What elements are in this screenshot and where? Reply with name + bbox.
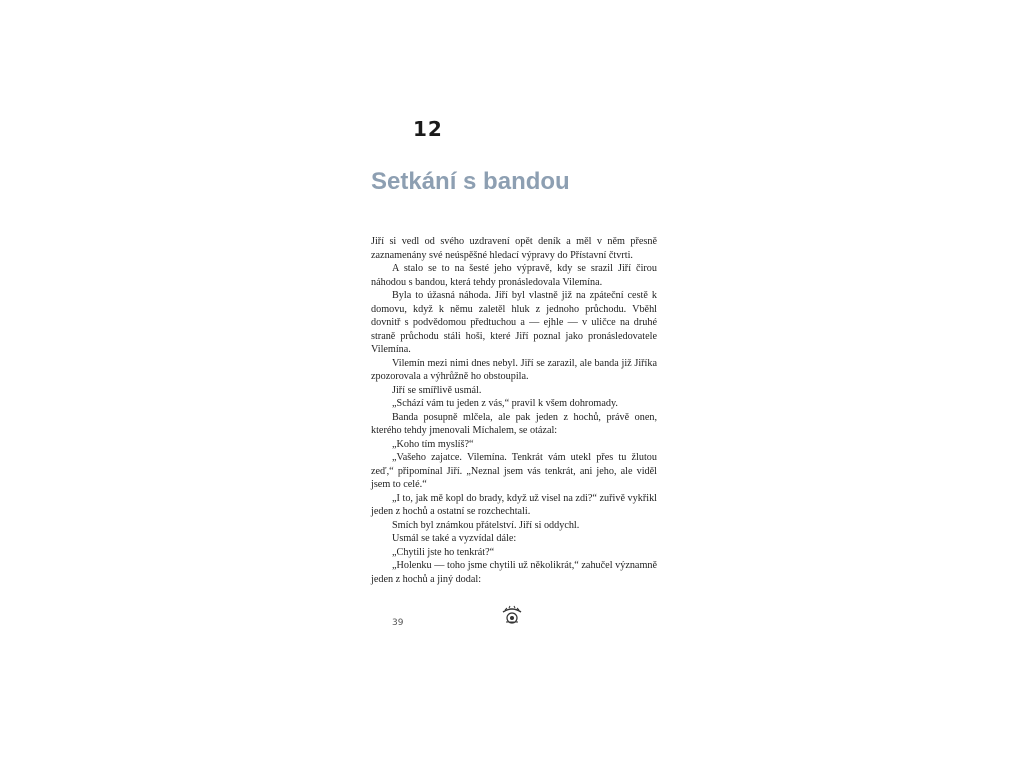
paragraph: Byla to úžasná náhoda. Jiří byl vlastně již na zpáteční cestě k domovu, když k němu zaletěl hluk z jednoho průchodu. Vběhl dovnitř s podvědomou předtuchou a — ejhle — v uličce na druhé straně průchodu stáli hoši, které Jiří poznal jako pronásledovatele Vilemína. [371,290,657,355]
page-number: 39 [392,618,404,628]
paragraph: Usmál se také a vyzvídal dále: [392,533,517,544]
chapter-number: 12 [413,117,443,141]
publisher-logo-icon [500,604,524,626]
paragraph: „Chytili jste ho tenkrát?“ [392,546,495,558]
paragraph: Vilemín mezi nimi dnes nebyl. Jiří se zarazil, ale banda již Jiříka zpozorovala a výhrůžně ho obstoupila. [371,357,657,382]
paragraph: „Schází vám tu jeden z vás,“ pravil k všem dohromady. [392,398,618,409]
paragraph: Jiří se smířlivě usmál. [392,384,482,396]
paragraph: „Vašeho zajatce. Vilemína. Tenkrát vám utekl přes tu žlutou zeď,“ připomínal Jiří. „Neznal jsem vás tenkrát, ani jeho, ale viděl jsem to celé.“ [371,452,657,490]
paragraph: „I to, jak mě kopl do brady, když už visel na zdi?“ zuřivě vykřikl jeden z hochů a ostatní se rozchechtali. [371,492,657,517]
paragraph: Banda posupně mlčela, ale pak jeden z hochů, právě onen, kterého tehdy jmenovali Míchalem, se otázal: [371,411,657,436]
paragraph: „Holenku — toho jsme chytili už několikrát,“ zahučel významně jeden z hochů a jiný dodal: [371,560,657,585]
paragraph: A stalo se to na šesté jeho výpravě, kdy se srazil Jiří čirou náhodou s bandou, která tehdy pronásledovala Vilemína. [371,263,657,288]
paragraph: Smích byl známkou přátelství. Jiří si oddychl. [392,519,580,531]
paragraph: Jiří si vedl od svého uzdravení opět deník a měl v něm přesně zaznamenány své neúspěšné hledací výpravy do Přístavní čtvrti. [371,236,657,261]
paragraph: „Koho tím myslíš?“ [392,438,474,450]
chapter-title: Setkání s bandou [371,168,570,195]
chapter-body [371,235,657,586]
